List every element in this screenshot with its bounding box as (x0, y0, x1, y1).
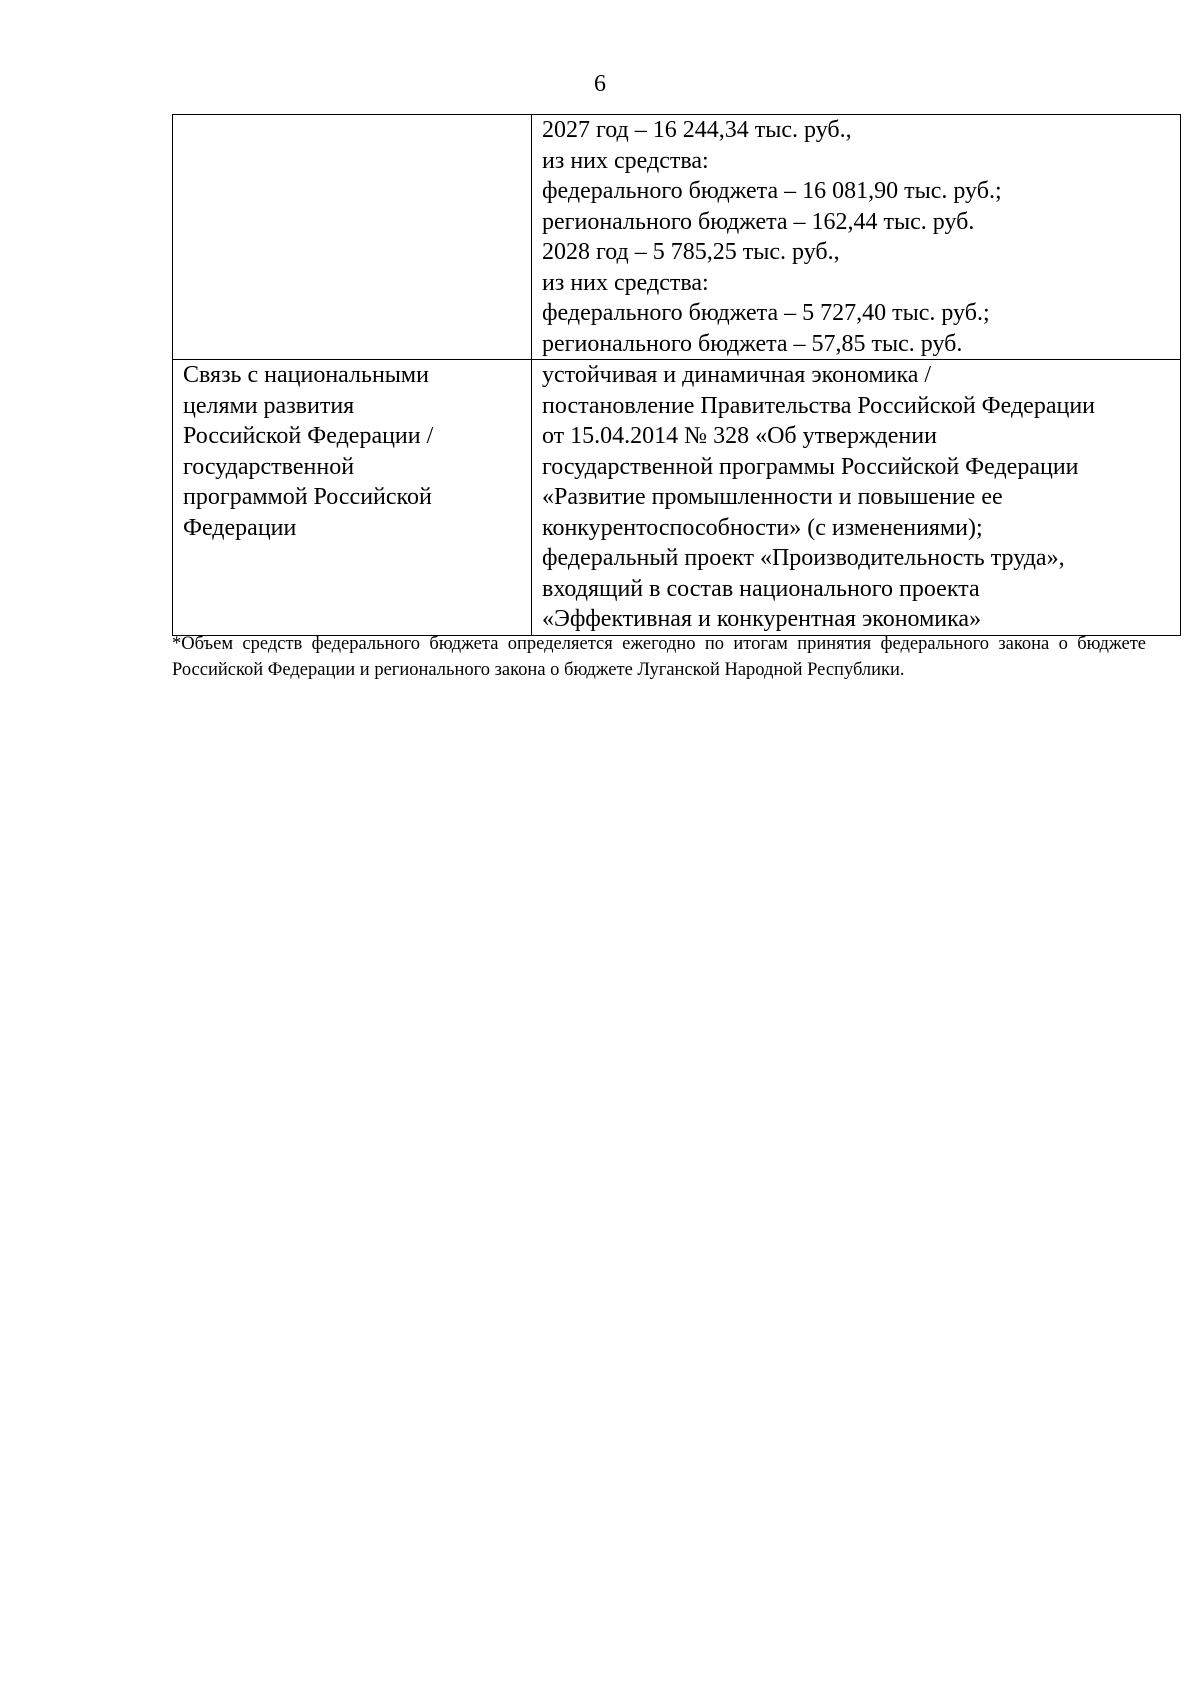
financing-line: из них средства: (542, 147, 709, 174)
national-goals-label-line: государственной (183, 453, 355, 480)
national-goals-value-line: федеральный проект «Производительность труда», (542, 545, 1065, 571)
financing-line: 2027 год – 16 244,34 тыс. руб., (542, 117, 852, 143)
national-goals-label-line: программой Российской (183, 484, 432, 510)
national-goals-label-line: Связь с национальными (183, 362, 429, 388)
national-goals-value-line: «Развитие промышленности и повышение ее (542, 484, 1003, 510)
financing-value-cell (532, 115, 1181, 360)
table-row-financing (173, 115, 1181, 360)
national-goals-label-line: Федерации (183, 514, 297, 541)
financing-line: 2028 год – 5 785,25 тыс. руб., (542, 239, 840, 265)
financing-line: из них средства: (542, 269, 709, 296)
national-goals-label-line: целями развития (183, 392, 355, 419)
financing-label-cell (173, 115, 532, 360)
national-goals-value-line: входящий в состав национального проекта (542, 575, 980, 602)
national-goals-value-line: государственной программы Российской Федерации (542, 453, 1079, 480)
national-goals-label-line: Российской Федерации / (183, 423, 434, 449)
national-goals-value-line: от 15.04.2014 № 328 «Об утверждении (542, 423, 937, 449)
footnote: *Объем средств федерального бюджета определяется ежегодно по итогам принятия федерального закона о бюджете Российской Федерации и регионального закона о бюджете Луганской Народной Республики. (172, 634, 1146, 680)
financing-line: регионального бюджета – 162,44 тыс. руб. (542, 208, 975, 235)
financing-line: федерального бюджета – 5 727,40 тыс. руб.; (542, 300, 990, 326)
national-goals-value-line: устойчивая и динамичная экономика / (542, 362, 932, 388)
financing-line: регионального бюджета – 57,85 тыс. руб. (542, 330, 963, 357)
national-goals-value-line: «Эффективная и конкурентная экономика» (542, 606, 982, 632)
national-goals-label-cell (173, 360, 532, 636)
national-goals-value-line: конкурентоспособности» (с изменениями); (542, 514, 983, 541)
financing-line: федерального бюджета – 16 081,90 тыс. руб.; (542, 178, 1002, 204)
page-number: 6 (594, 71, 606, 97)
table-row-national-goals (173, 360, 1181, 636)
national-goals-value-line: постановление Правительства Российской Федерации (542, 392, 1096, 419)
passport-table (172, 114, 1181, 636)
national-goals-value-cell (532, 360, 1181, 636)
